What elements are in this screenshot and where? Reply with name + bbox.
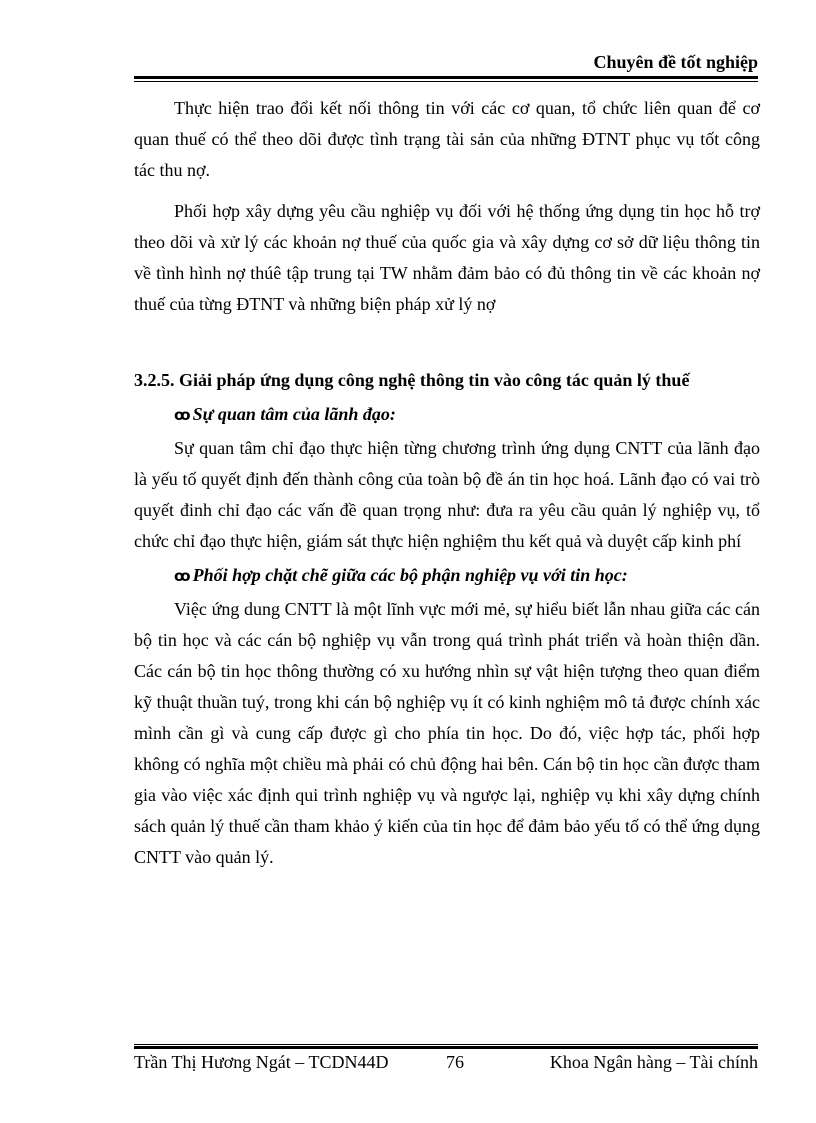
footer-rule-thin xyxy=(134,1044,758,1045)
header-title: Chuyên đề tốt nghiệp xyxy=(593,52,758,72)
page-footer xyxy=(134,1044,758,1074)
bullet-icon: ꝏ xyxy=(174,567,191,585)
paragraph-leadership: Sự quan tâm chỉ đạo thực hiện từng chương trình ứng dụng CNTT của lãnh đạo là yếu tố quyết định đến thành công của toàn bộ đề án tin học hoá. Lãnh đạo có vai trò quyết đinh chỉ đạo các vấn đề quan trọng như: đưa ra yêu cầu quản lý nghiệp vụ, tổ chức chỉ đạo thực hiện, giám sát thực hiện nghiệm thu kết quả và duyệt cấp kinh phí xyxy=(134,438,760,551)
footer-author: Trần Thị Hương Ngát – TCDN44D xyxy=(134,1052,389,1072)
page-number: 76 xyxy=(446,1052,464,1072)
section-heading: 3.2.5. Giải pháp ứng dụng công nghệ thông tin vào công tác quản lý thuế xyxy=(134,370,690,390)
paragraph-info-exchange: Thực hiện trao đổi kết nối thông tin với các cơ quan, tổ chức liên quan để cơ quan thuế có thể theo dõi được tình trạng tài sản của những ĐTNT phục vụ tốt công tác thu nợ. xyxy=(134,98,760,180)
paragraph-cooperation: Việc ứng dung CNTT là một lĩnh vực mới mẻ, sự hiểu biết lẫn nhau giữa các cán bộ tin học và các cán bộ nghiệp vụ vẫn trong quá trình phát triển và hoàn thiện dần. Các cán bộ tin học thông thường có xu hướng nhìn sự vật hiện tượng theo quan điểm kỹ thuật thuần tuý, trong khi cán bộ nghiệp vụ ít có kinh nghiệm mô tả được chính xác mình cần gì và cung cấp được gì cho phía tin học. Do đó, việc hợp tác, phối hợp không có nghĩa một chiều mà phải có chủ động hai bên. Cán bộ tin học cần được tham gia vào việc xác định qui trình nghiệp vụ và ngược lại, nghiệp vụ khi xây dựng chính sách quản lý thuế cần tham khảo ý kiến của tin học để đảm bảo yếu tố có thể ứng dụng CNTT vào quản lý. xyxy=(134,599,760,867)
subheading-cooperation-text: Phối hợp chặt chẽ giữa các bộ phận nghiệp vụ với tin học: xyxy=(192,565,628,585)
bullet-icon: ꝏ xyxy=(174,406,191,424)
document-body xyxy=(134,93,760,873)
page-header xyxy=(134,50,758,82)
subheading-leadership-text: Sự quan tâm của lãnh đạo: xyxy=(192,404,396,424)
subheading-cooperation xyxy=(134,560,760,592)
paragraph-coordination: Phối hợp xây dựng yêu cầu nghiệp vụ đối với hệ thống ứng dụng tin học hỗ trợ theo dõi và xử lý các khoản nợ thuế của quốc gia và xây dựng cơ sở dữ liệu thông tin về tình hình nợ thúê tập trung tại TW nhằm đảm bảo có đủ thông tin về các khoản nợ thuế của từng ĐTNT và những biện pháp xử lý nợ xyxy=(134,201,760,314)
footer-rule-thick xyxy=(134,1046,758,1049)
footer-line xyxy=(134,1050,758,1074)
subheading-leadership xyxy=(134,399,760,431)
footer-department: Khoa Ngân hàng – Tài chính xyxy=(549,1052,758,1072)
header-rule-thick xyxy=(134,76,758,79)
header-rule-thin xyxy=(134,81,758,82)
